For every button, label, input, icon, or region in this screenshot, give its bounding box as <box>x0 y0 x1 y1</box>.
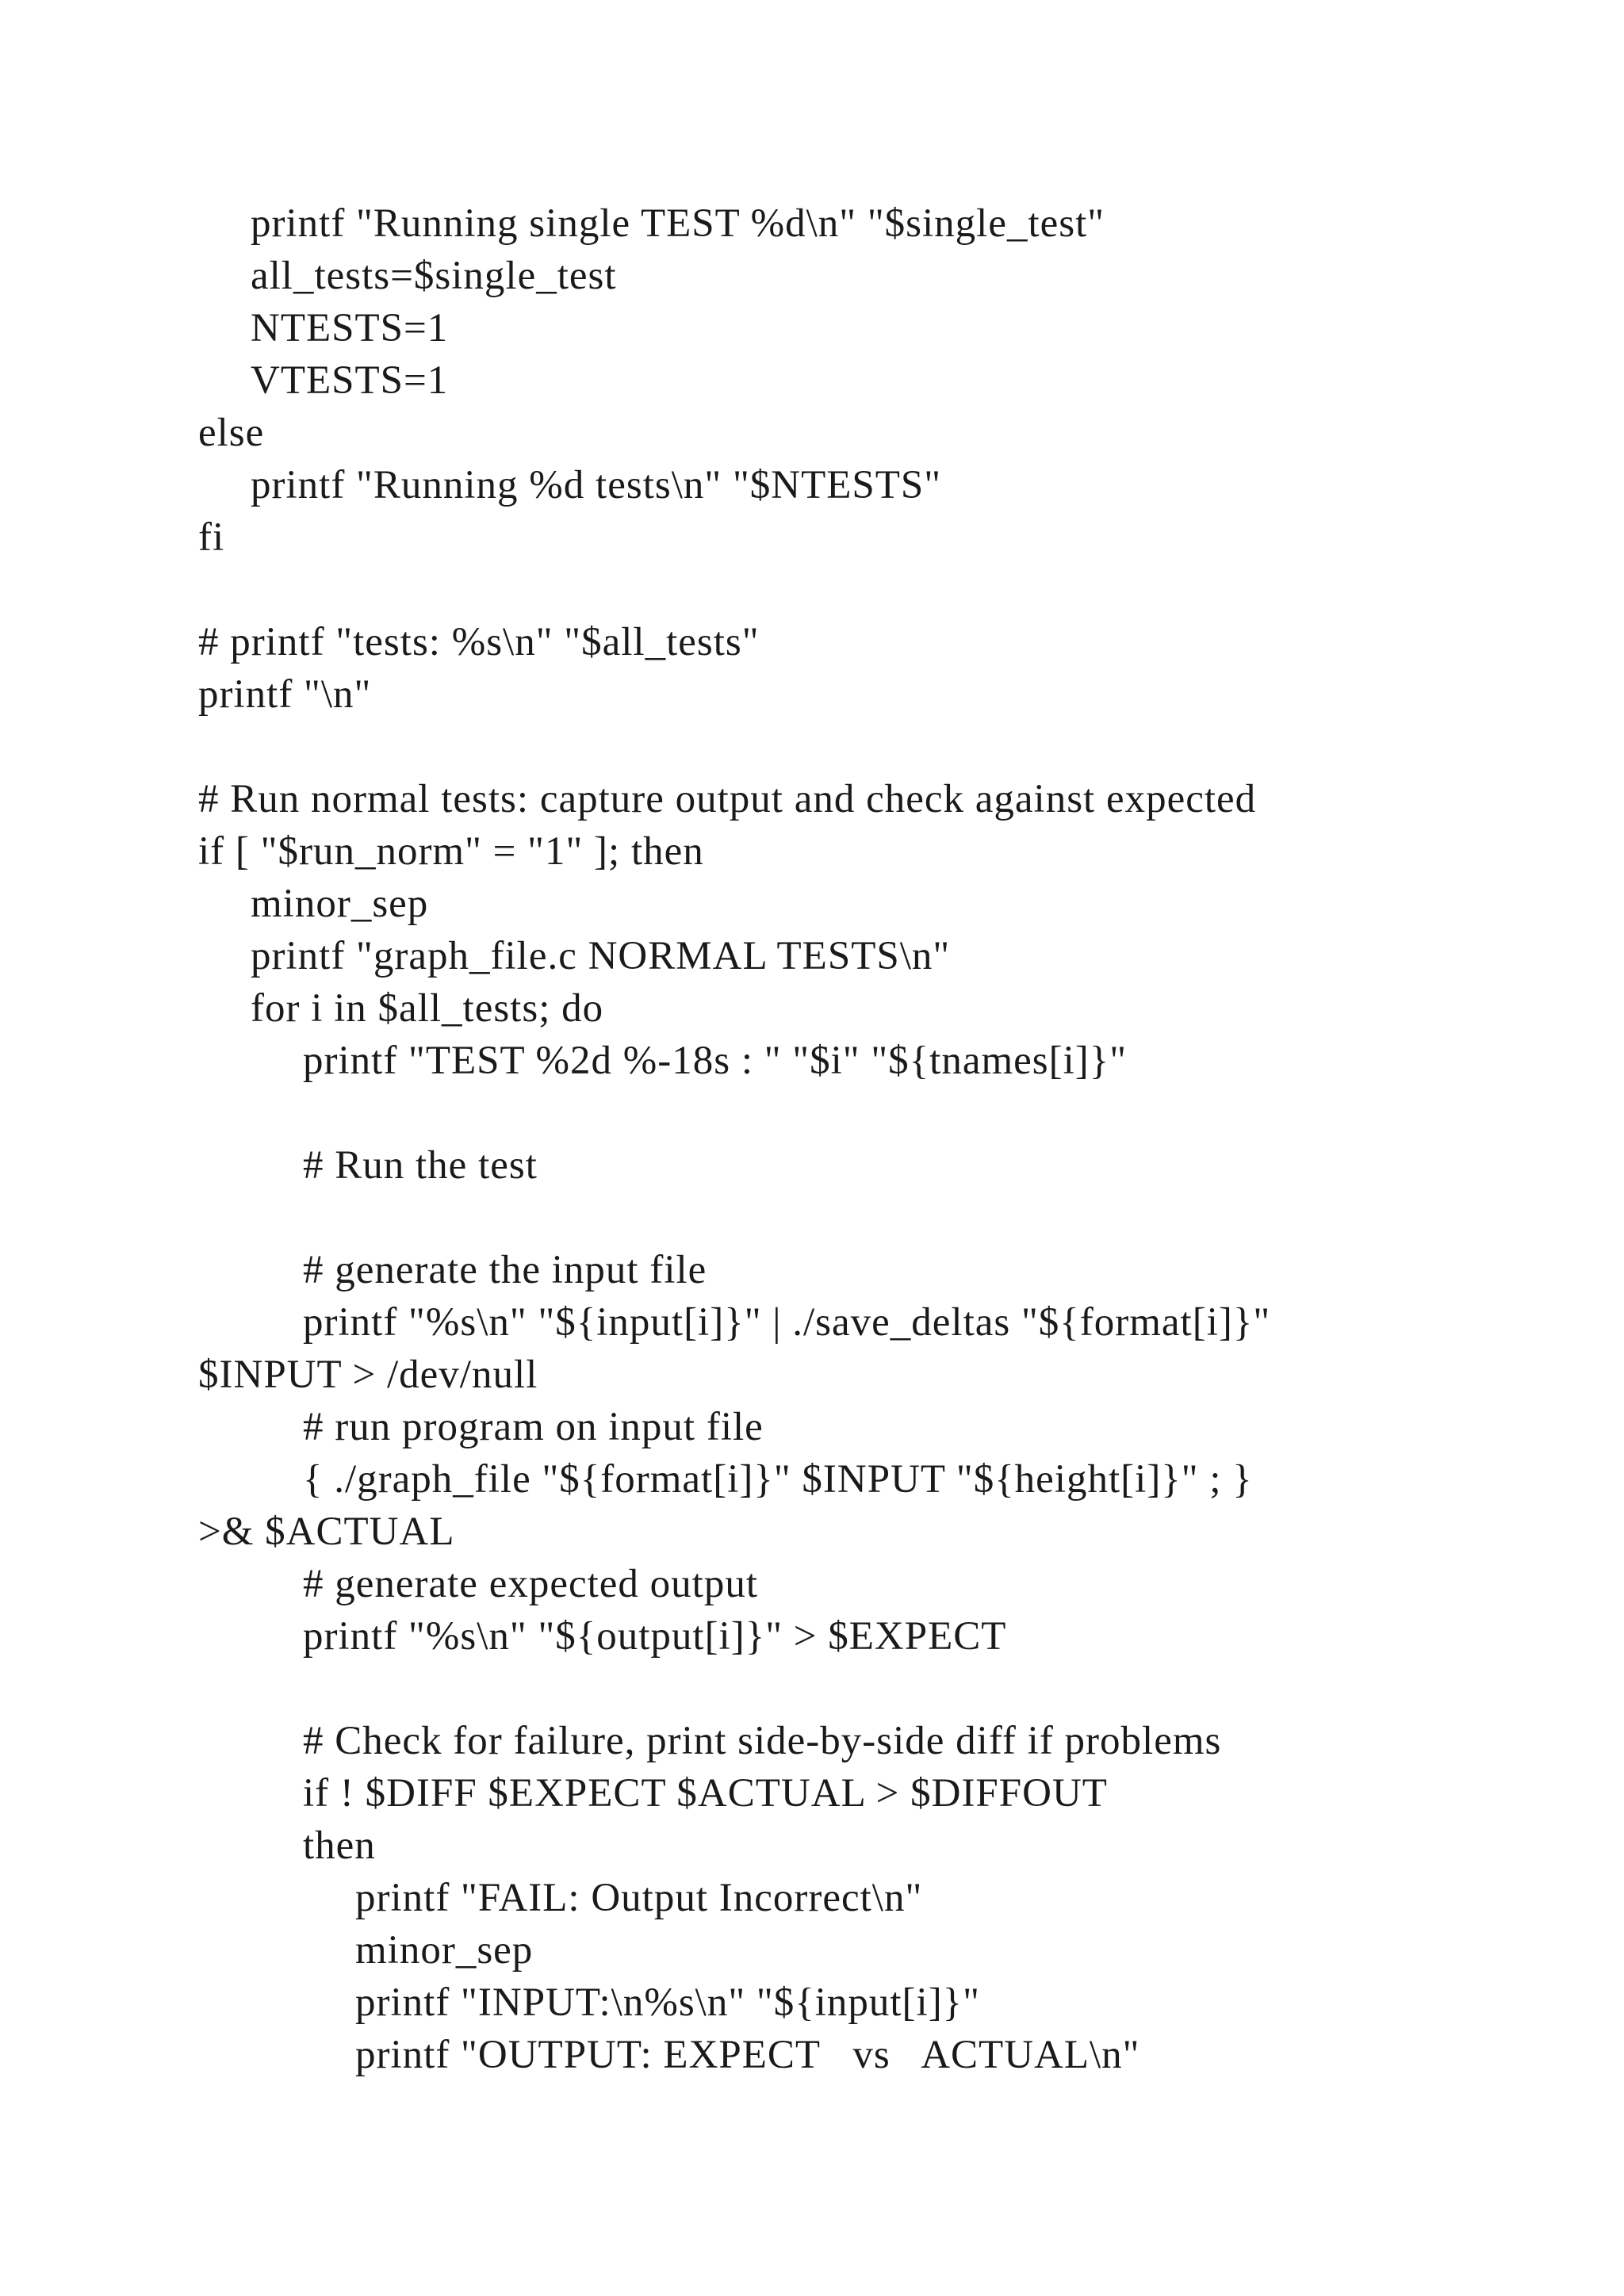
code-line: printf "TEST %2d %-18s : " "$i" "${tnames[i]}" <box>303 1039 1128 1083</box>
code-line: $INPUT > /dev/null <box>198 1353 538 1397</box>
code-line: printf "\n" <box>198 672 372 717</box>
code-line: VTESTS=1 <box>251 358 449 403</box>
code-line: printf "%s\n" "${output[i]}" > $EXPECT <box>303 1614 1007 1659</box>
code-line: # Run the test <box>303 1143 538 1188</box>
code-line: # Check for failure, print side-by-side diff if problems <box>303 1719 1222 1763</box>
code-line: # printf "tests: %s\n" "$all_tests" <box>198 620 760 664</box>
code-line: minor_sep <box>355 1928 534 1973</box>
code-line: printf "graph_file.c NORMAL TESTS\n" <box>251 934 951 978</box>
code-line: >& $ACTUAL <box>198 1510 455 1554</box>
code-line: { ./graph_file "${format[i]}" $INPUT "${height[i]}" ; } <box>303 1457 1253 1502</box>
code-line: for i in $all_tests; do <box>251 986 604 1031</box>
code-line: then <box>303 1823 376 1868</box>
code-line: # generate expected output <box>303 1562 759 1606</box>
code-line: printf "Running %d tests\n" "$NTESTS" <box>251 463 942 507</box>
code-line: # generate the input file <box>303 1248 707 1292</box>
code-line: fi <box>198 515 225 560</box>
code-line: # Run normal tests: capture output and check against expected <box>198 777 1257 821</box>
code-line: printf "Running single TEST %d\n" "$single_test" <box>251 201 1105 246</box>
code-line: # run program on input file <box>303 1405 764 1449</box>
code-line: printf "%s\n" "${input[i]}" | ./save_deltas "${format[i]}" <box>303 1300 1271 1345</box>
code-line: if [ "$run_norm" = "1" ]; then <box>198 829 704 874</box>
code-line: if ! $DIFF $EXPECT $ACTUAL > $DIFFOUT <box>303 1771 1108 1816</box>
code-line: printf "OUTPUT: EXPECT vs ACTUAL\n" <box>355 2033 1140 2077</box>
code-line: minor_sep <box>251 882 429 926</box>
code-line: all_tests=$single_test <box>251 254 617 298</box>
code-line: printf "FAIL: Output Incorrect\n" <box>355 1876 923 1920</box>
code-line: printf "INPUT:\n%s\n" "${input[i]}" <box>355 1980 980 2025</box>
code-line: else <box>198 411 265 455</box>
code-line: NTESTS=1 <box>251 306 449 350</box>
